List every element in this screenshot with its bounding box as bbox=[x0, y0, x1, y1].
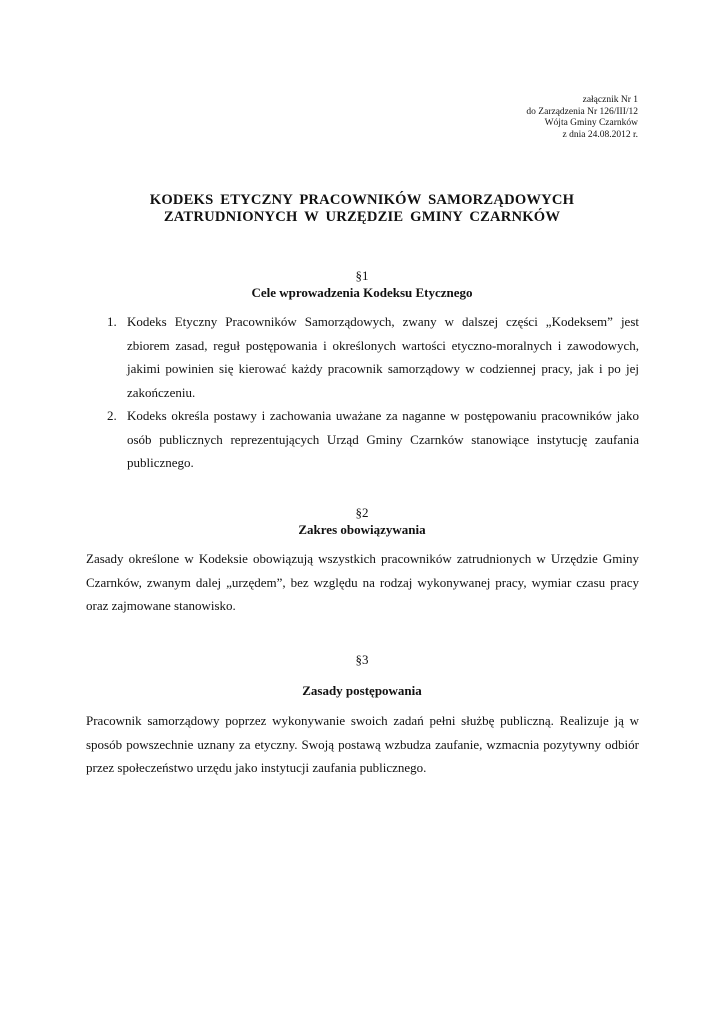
section-3-heading: Zasady postępowania bbox=[302, 683, 422, 698]
document-title bbox=[0, 192, 724, 226]
document-title-line-1: KODEKS ETYCZNY PRACOWNIKÓW SAMORZĄDOWYCH bbox=[149, 192, 575, 208]
annex-line-2: do Zarządzenia Nr 126/III/12 bbox=[526, 106, 638, 117]
section-1-heading: Cele wprowadzenia Kodeksu Etycznego bbox=[251, 285, 473, 300]
list-item-text: Kodeks Etyczny Pracowników Samorządowych, zwany w dalszej części „Kodeksem” jest zbiorem zasad, reguł postępowania i określonych wartości etyczno-moralnych i zawodowych, jakimi powinien się kierować każdy pracownik samorządowy w codziennej pracy, jak i po jej zakończeniu. bbox=[127, 314, 639, 400]
annex-line-4: z dnia 24.08.2012 r. bbox=[562, 129, 638, 140]
list-item-text: Kodeks określa postawy i zachowania uważane za naganne w postępowaniu pracowników jako osób publicznych reprezentujących Urząd Gminy Czarnków stanowiące instytucję zaufania publicznego. bbox=[127, 408, 639, 470]
list-item bbox=[103, 404, 639, 475]
section-1-number: §1 bbox=[355, 268, 369, 283]
list-item bbox=[103, 310, 639, 404]
annex-line-1: załącznik Nr 1 bbox=[582, 95, 638, 105]
annex-reference bbox=[526, 95, 638, 141]
section-3-number: §3 bbox=[355, 652, 369, 667]
section-3-paragraph: Pracownik samorządowy poprzez wykonywanie swoich zadań pełni służbę publiczną. Realizuje ją w sposób powszechnie uznany za etyczny. Swoją postawą wzbudza zaufanie, wzmacnia pozytywny odbiór przez społeczeństwo urzędu jako instytucji zaufania publicznego. bbox=[86, 713, 639, 775]
section-1-list bbox=[103, 310, 639, 475]
list-item-number: 2. bbox=[107, 408, 117, 423]
document-title-line-2: ZATRUDNIONYCH W URZĘDZIE GMINY CZARNKÓW bbox=[163, 209, 561, 225]
annex-line-3: Wójta Gminy Czarnków bbox=[544, 118, 638, 129]
section-2-paragraph: Zasady określone w Kodeksie obowiązują wszystkich pracowników zatrudnionych w Urzędzie Gminy Czarnków, zwanym dalej „urzędem”, bez względu na rodzaj wykonywanej pracy, wymiar czasu pracy oraz zajmowane stanowisko. bbox=[86, 551, 639, 613]
section-2-number: §2 bbox=[355, 505, 369, 520]
section-2-heading: Zakres obowiązywania bbox=[298, 522, 426, 537]
list-item-number: 1. bbox=[107, 314, 117, 329]
